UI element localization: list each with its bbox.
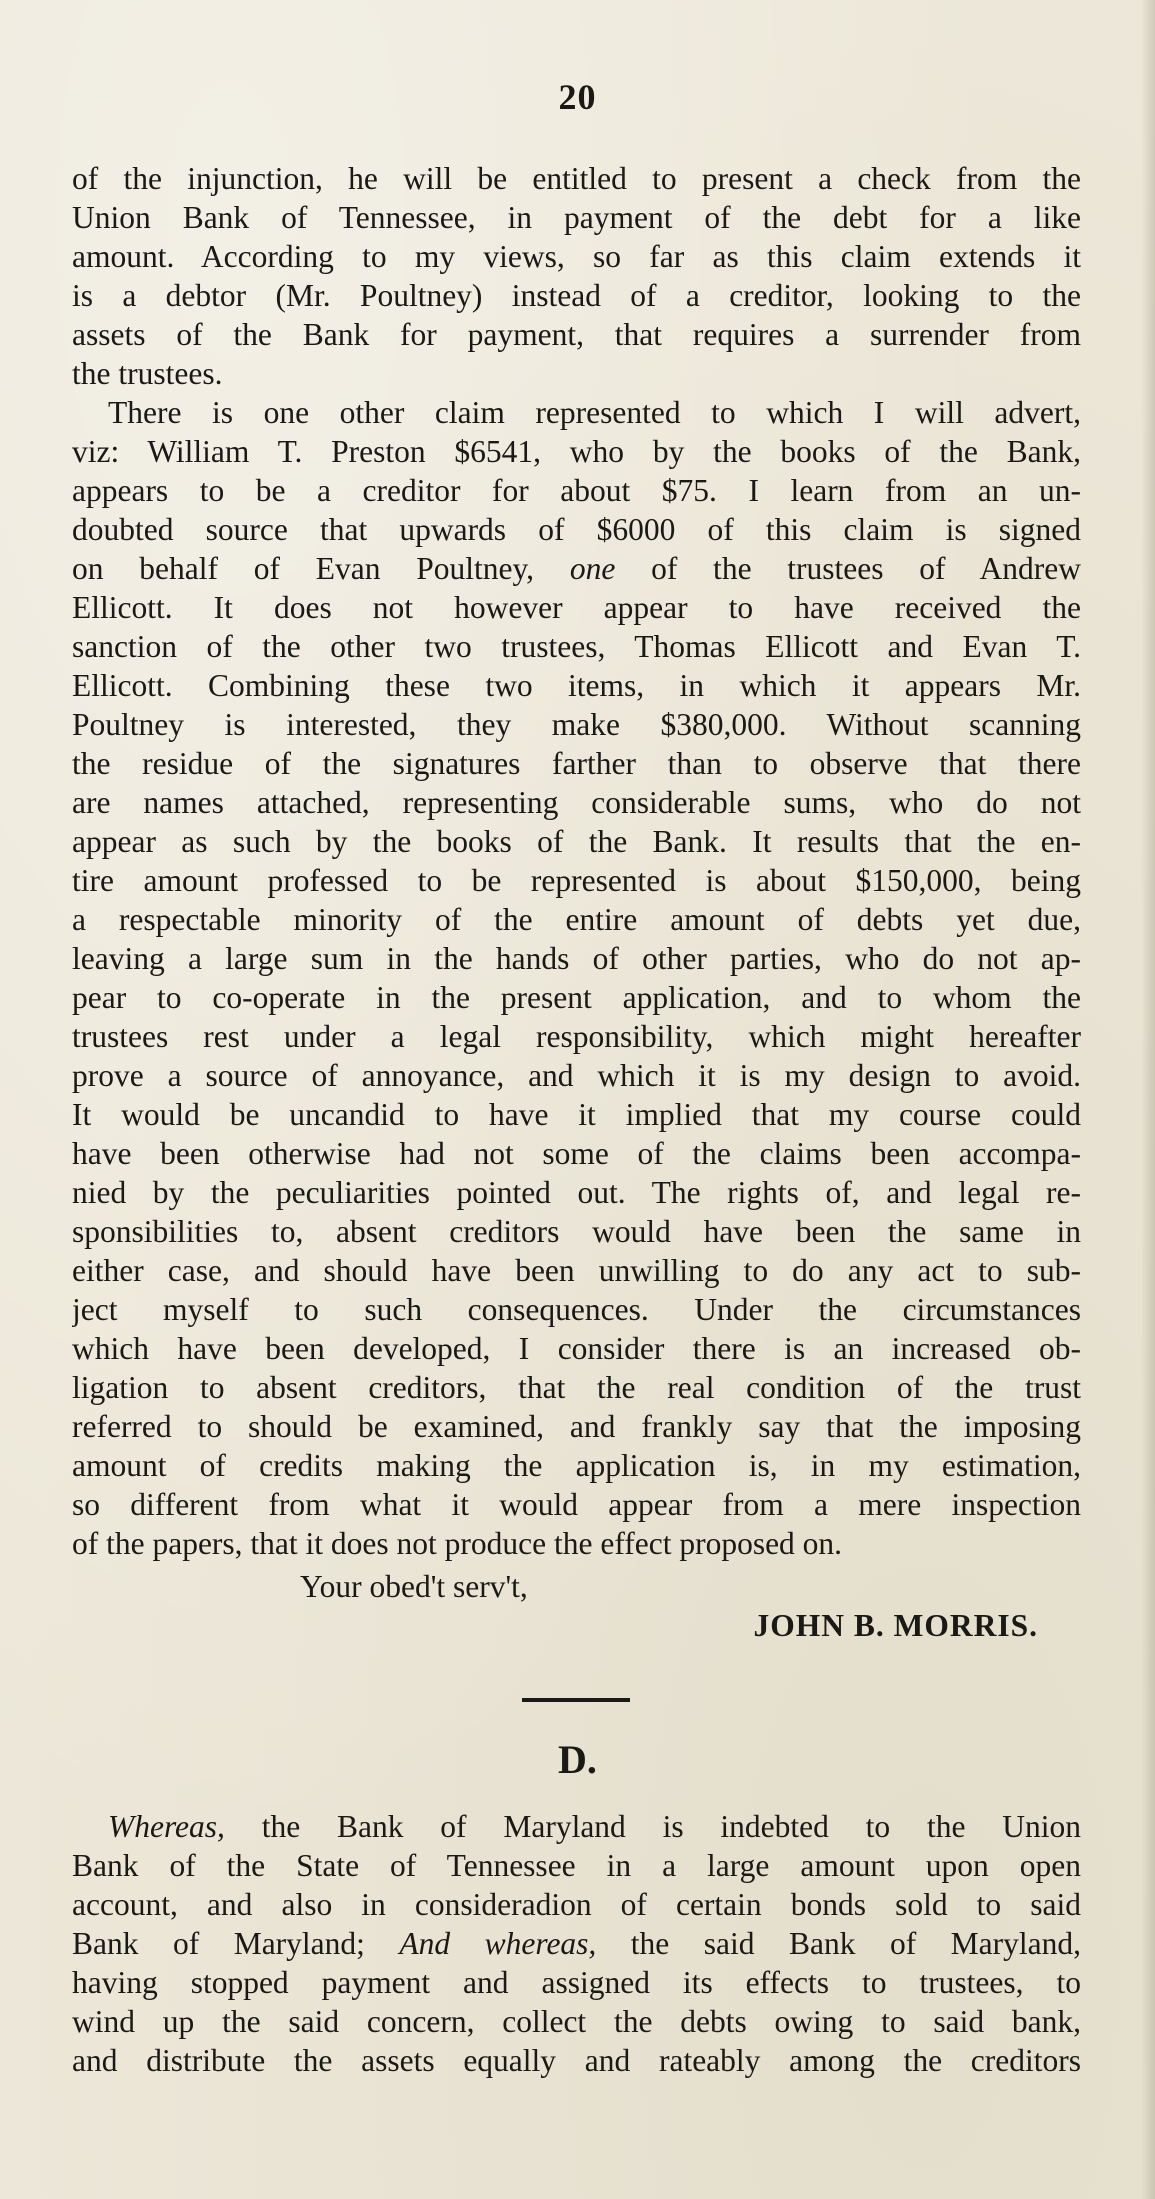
text-line: viz: William T. Preston $6541, who by the books of the Bank, xyxy=(72,434,1081,469)
text-line xyxy=(72,549,1081,588)
text-line: Ellicott. Combining these two items, in which it appears Mr. xyxy=(72,668,1081,703)
text-line: wind up the said concern, collect the debts owing to said bank, xyxy=(72,2004,1081,2039)
text-line: sanction of the other two trustees, Thomas Ellicott and Evan T. xyxy=(72,629,1081,664)
text-line xyxy=(72,1807,1081,1846)
text-line: prove a source of annoyance, and which it is my design to avoid. xyxy=(72,1058,1081,1093)
text-line: pear to co-operate in the present application, and to whom the xyxy=(72,980,1081,1015)
page-edge-shadow xyxy=(1141,0,1155,2199)
section-d-body xyxy=(72,1807,1081,2080)
text-line: having stopped payment and assigned its effects to trustees, to xyxy=(72,1965,1081,2000)
text-line xyxy=(72,1924,1081,1963)
text-line: Poultney is interested, they make $380,000. Without scanning xyxy=(72,707,1081,742)
text-line: amount. According to my views, so far as this claim extends it xyxy=(72,239,1081,274)
text-segment: the Bank of Maryland is indebted to the Union xyxy=(261,1809,1081,1844)
text-line: leaving a large sum in the hands of other parties, who do not ap- xyxy=(72,941,1081,976)
letter-signature: JOHN B. MORRIS. xyxy=(753,1608,1038,1643)
text-segment: Bank of Maryland; xyxy=(72,1926,365,1961)
text-line: of the papers, that it does not produce the effect proposed on. xyxy=(72,1526,843,1561)
text-segment: the said Bank of Maryland, xyxy=(630,1926,1081,1961)
text-line: have been otherwise had not some of the claims been accompa- xyxy=(72,1136,1081,1171)
text-line: sponsibilities to, absent creditors would have been the same in xyxy=(72,1214,1081,1249)
text-line: a respectable minority of the entire amount of debts yet due, xyxy=(72,902,1081,937)
text-line: so different from what it would appear from a mere inspection xyxy=(72,1487,1081,1522)
text-line: doubted source that upwards of $6000 of this claim is signed xyxy=(72,512,1081,547)
text-line: the residue of the signatures farther than to observe that there xyxy=(72,746,1081,781)
text-line: of the injunction, he will be entitled to present a check from the xyxy=(72,161,1081,196)
text-line: appear as such by the books of the Bank. It results that the en- xyxy=(72,824,1081,859)
text-line: Union Bank of Tennessee, in payment of the debt for a like xyxy=(72,200,1081,235)
text-line: nied by the peculiarities pointed out. The rights of, and legal re- xyxy=(72,1175,1081,1210)
section-heading: D. xyxy=(558,1737,597,1782)
text-line: account, and also in consideradion of certain bonds sold to said xyxy=(72,1887,1081,1922)
letter-closing: Your obed't serv't, xyxy=(300,1569,528,1604)
text-line: is a debtor (Mr. Poultney) instead of a creditor, looking to the xyxy=(72,278,1081,313)
text-segment: on behalf of Evan Poultney, xyxy=(72,551,535,586)
section-divider xyxy=(522,1698,630,1702)
text-line: trustees rest under a legal responsibility, which might hereafter xyxy=(72,1019,1081,1054)
text-line: Ellicott. It does not however appear to have received the xyxy=(72,590,1081,625)
text-line: amount of credits making the application is, in my estimation, xyxy=(72,1448,1081,1483)
text-segment: of the trustees of Andrew xyxy=(651,551,1081,586)
text-line: There is one other claim represented to which I will advert, xyxy=(108,395,1081,430)
letter-body xyxy=(72,159,1081,1563)
text-line: ject myself to such consequences. Under the circumstances xyxy=(72,1292,1081,1327)
italic-word: Whereas, xyxy=(108,1809,225,1844)
text-line: assets of the Bank for payment, that requires a surrender from xyxy=(72,317,1081,352)
italic-word: And whereas, xyxy=(399,1926,597,1961)
italic-word: one xyxy=(569,551,616,586)
text-line: ligation to absent creditors, that the real condition of the trust xyxy=(72,1370,1081,1405)
text-line: referred to should be examined, and frankly say that the imposing xyxy=(72,1409,1081,1444)
text-line: which have been developed, I consider there is an increased ob- xyxy=(72,1331,1081,1366)
text-line: tire amount professed to be represented is about $150,000, being xyxy=(72,863,1081,898)
text-line: the trustees. xyxy=(72,356,223,391)
text-line: are names attached, representing considerable sums, who do not xyxy=(72,785,1081,820)
text-line: appears to be a creditor for about $75. I learn from an un- xyxy=(72,473,1081,508)
text-line: It would be uncandid to have it implied that my course could xyxy=(72,1097,1081,1132)
text-line: Bank of the State of Tennessee in a large amount upon open xyxy=(72,1848,1081,1883)
text-line: either case, and should have been unwilling to do any act to sub- xyxy=(72,1253,1081,1288)
text-line: and distribute the assets equally and rateably among the creditors xyxy=(72,2043,1081,2078)
page-number: 20 xyxy=(558,77,597,117)
